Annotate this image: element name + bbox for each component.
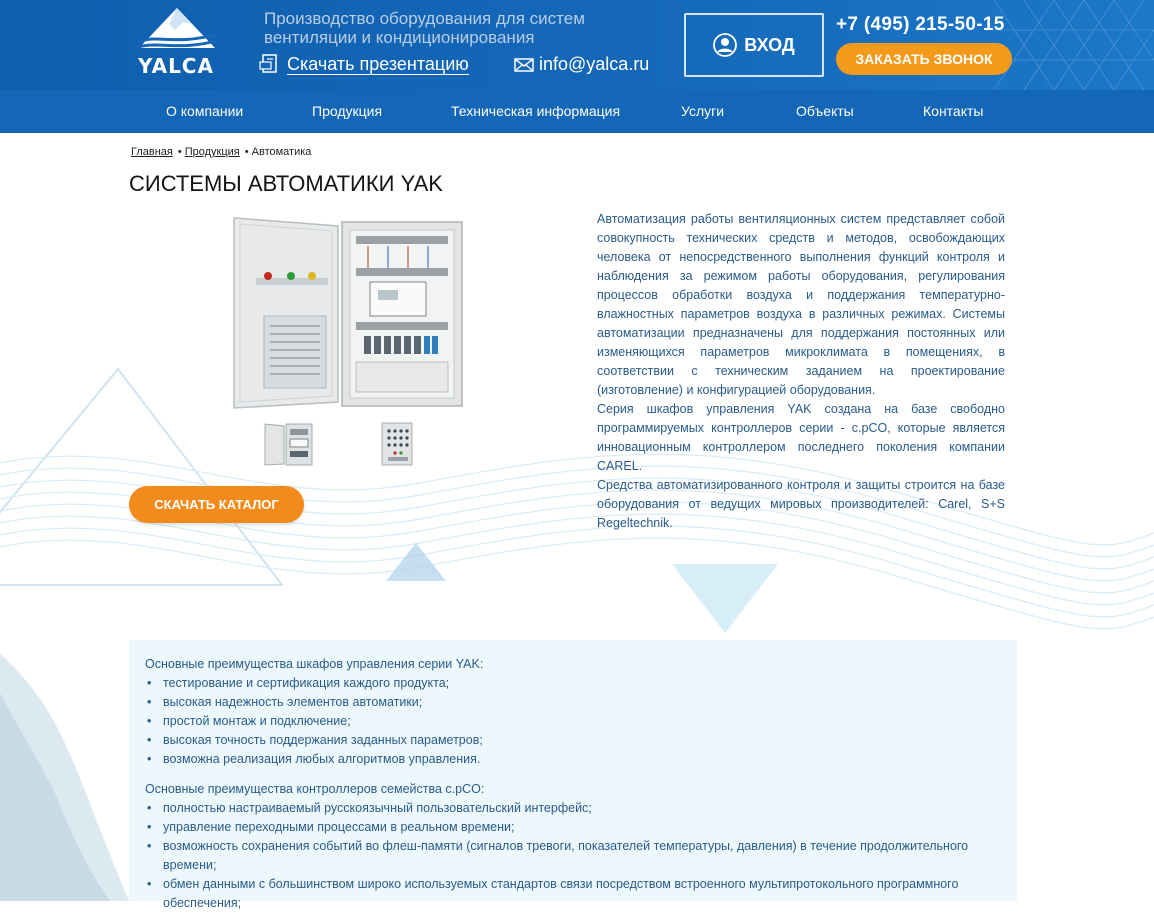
download-catalog-button[interactable]: СКАЧАТЬ КАТАЛОГ xyxy=(129,486,304,523)
nav-item-services[interactable]: Услуги xyxy=(681,103,725,119)
page-title: СИСТЕМЫ АВТОМАТИКИ YAK xyxy=(129,171,443,196)
advantages-box xyxy=(129,640,1017,910)
download-presentation-link[interactable] xyxy=(260,53,469,75)
download-presentation-label: Скачать презентацию xyxy=(287,53,469,74)
list-item: • полностью настраиваемый русскоязычный пользовательский интерфейс; xyxy=(145,799,993,818)
description-paragraph: Автоматизация работы вентиляционных систем представляет собой совокупность технических средств и методов, освобождающих человека от непосредственного выполнения функций контроля и наблюдения за режимом работы оборудования, регулирования процессов обработки воздуха и поддержания температурно-влажностных параметров воздуха в различных режимах. Системы автоматизации предназначены для поддержания постоянных или изменяющихся параметров микроклимата в помещениях, в соответствии с техническим заданием на проектирование (изготовление) и конфигурацией оборудования. xyxy=(597,212,1005,397)
breadcrumb-home[interactable]: Главная xyxy=(131,146,173,158)
breadcrumb-separator: • xyxy=(177,146,182,158)
cabinets-advantages-heading: Основные преимущества шкафов управления серии YAK: xyxy=(145,657,484,671)
list-item: • простой монтаж и подключение; xyxy=(145,712,993,731)
product-main-image[interactable] xyxy=(228,212,468,410)
logo-text: YALCA xyxy=(138,54,214,78)
login-label: ВХОД xyxy=(744,34,795,55)
list-item: • тестирование и сертификация каждого продукта; xyxy=(145,674,993,693)
login-button[interactable] xyxy=(684,13,824,77)
product-thumbnail-closed-cabinet[interactable] xyxy=(371,421,423,467)
cabinets-advantages-list xyxy=(145,674,993,769)
list-item: • возможность сохранения событий во флеш-памяти (сигналов тревоги, показателей температуры, давления) в течение продолжительного времени; xyxy=(145,837,993,875)
product-description xyxy=(597,210,1005,533)
phone-number[interactable]: +7 (495) 215-50-15 xyxy=(836,14,1005,35)
list-item: • высокая точность поддержания заданных параметров; xyxy=(145,731,993,750)
mountain-logo-icon xyxy=(127,4,225,54)
nav-item-products[interactable]: Продукция xyxy=(312,103,383,119)
list-item: • управление переходными процессами в реальном времени; xyxy=(145,818,993,837)
nav-item-about[interactable]: О компании xyxy=(166,103,244,119)
controllers-advantages-list xyxy=(145,799,993,913)
main-nav xyxy=(0,90,1154,133)
breadcrumb-current: Автоматика xyxy=(251,146,312,158)
list-item: • возможна реализация любых алгоритмов управления. xyxy=(145,750,993,769)
email-address: info@yalca.ru xyxy=(539,54,650,74)
product-thumbnail-open-cabinet[interactable] xyxy=(262,421,314,467)
site-tagline: Производство оборудования для систем вентиляции и кондиционирования xyxy=(264,9,585,47)
breadcrumb-products[interactable]: Продукция xyxy=(184,146,240,158)
document-icon xyxy=(260,53,280,75)
list-item: • обмен данными с большинством широко используемых стандартов связи посредством встроенного мультипротокольного программного обеспечения; xyxy=(145,875,993,913)
controllers-advantages-heading: Основные преимущества контроллеров семейства c.pCO: xyxy=(145,782,485,796)
breadcrumb-separator: • xyxy=(244,146,249,158)
envelope-icon xyxy=(514,57,534,73)
nav-item-tech-info[interactable]: Техническая информация xyxy=(451,103,621,119)
breadcrumb xyxy=(131,146,311,158)
site-header xyxy=(0,0,1154,90)
header-net-pattern xyxy=(994,0,1154,90)
nav-item-objects[interactable]: Объекты xyxy=(796,103,854,119)
description-paragraph: Серия шкафов управления YAK создана на базе свободно программируемых контроллеров серии - c.pCO, которые является инновационным контроллером последнего поколения компании CAREL. xyxy=(597,402,1005,473)
description-paragraph: Средства автоматизированного контроля и защиты строится на базе оборудования от ведущих мировых производителей: Carel, S+S Regeltechnik. xyxy=(597,478,1005,530)
user-icon xyxy=(713,33,737,57)
nav-item-contacts[interactable]: Контакты xyxy=(923,103,984,119)
advantages-content xyxy=(145,655,993,913)
list-item: • высокая надежность элементов автоматики; xyxy=(145,693,993,712)
yalca-logo[interactable] xyxy=(127,4,225,78)
email-link[interactable] xyxy=(514,54,649,75)
order-call-button[interactable]: ЗАКАЗАТЬ ЗВОНОК xyxy=(836,43,1012,75)
list-gap xyxy=(145,769,993,780)
